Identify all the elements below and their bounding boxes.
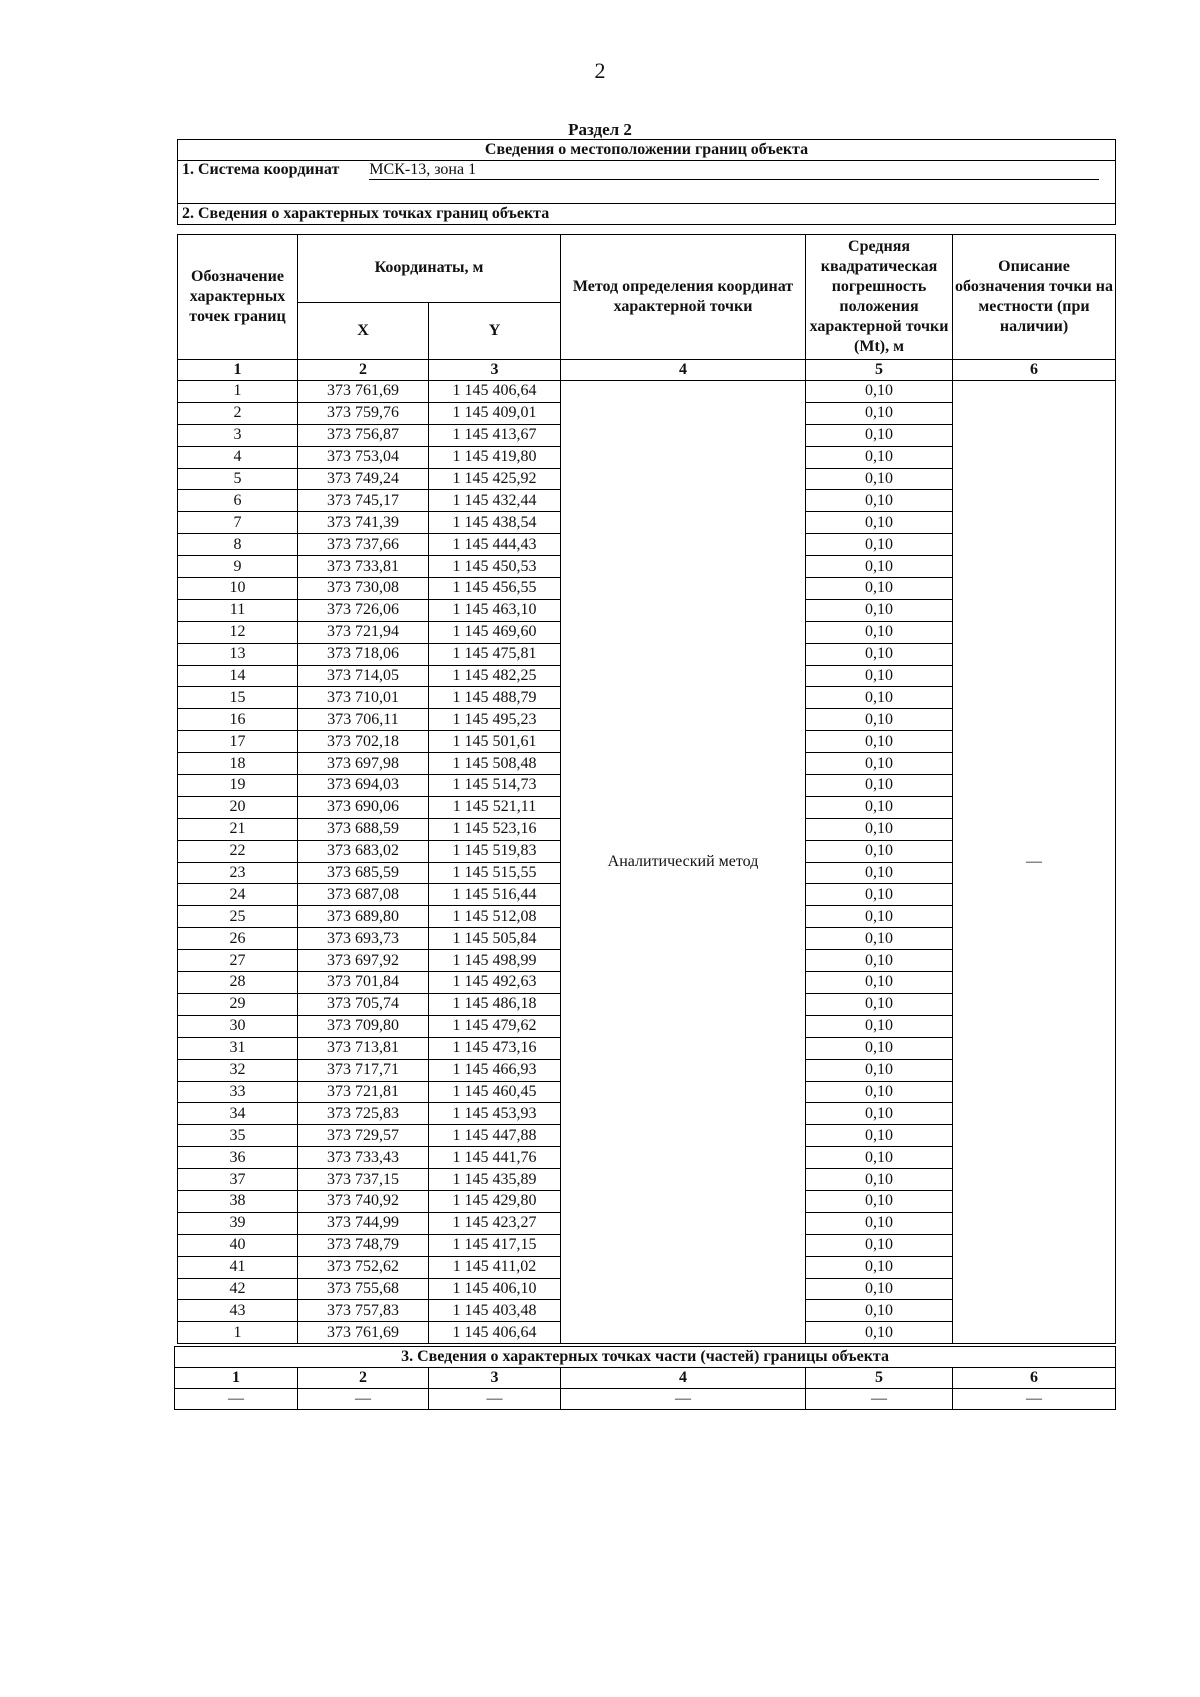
part-value: —: [298, 1389, 429, 1410]
point-error: 0,10: [806, 1256, 953, 1278]
point-y: 1 145 516,44: [429, 884, 561, 906]
point-y: 1 145 406,64: [429, 1322, 561, 1344]
point-y: 1 145 411,02: [429, 1256, 561, 1278]
point-x: 373 710,01: [298, 687, 429, 709]
point-error: 0,10: [806, 468, 953, 490]
point-y: 1 145 523,16: [429, 818, 561, 840]
point-y: 1 145 406,64: [429, 381, 561, 403]
point-number: 43: [178, 1300, 298, 1322]
point-x: 373 741,39: [298, 512, 429, 534]
point-error: 0,10: [806, 884, 953, 906]
part-col-number: 6: [953, 1368, 1116, 1389]
point-error: 0,10: [806, 1081, 953, 1103]
part-value: —: [806, 1389, 953, 1410]
point-x: 373 685,59: [298, 862, 429, 884]
point-error: 0,10: [806, 534, 953, 556]
point-error: 0,10: [806, 950, 953, 972]
part-value: —: [561, 1389, 806, 1410]
point-y: 1 145 488,79: [429, 687, 561, 709]
point-y: 1 145 469,60: [429, 621, 561, 643]
point-x: 373 717,71: [298, 1059, 429, 1081]
location-heading: Сведения о местоположении границ объекта: [178, 140, 1116, 161]
col-y-header: Y: [429, 302, 561, 359]
point-number: 22: [178, 840, 298, 862]
point-number: 9: [178, 556, 298, 578]
point-x: 373 757,83: [298, 1300, 429, 1322]
point-x: 373 725,83: [298, 1103, 429, 1125]
point-number: 5: [178, 468, 298, 490]
point-x: 373 744,99: [298, 1212, 429, 1234]
point-y: 1 145 441,76: [429, 1147, 561, 1169]
boundary-points-table: [177, 234, 1116, 1344]
point-x: 373 683,02: [298, 840, 429, 862]
point-number: 7: [178, 512, 298, 534]
point-number: 17: [178, 731, 298, 753]
point-x: 373 697,98: [298, 753, 429, 775]
point-error: 0,10: [806, 1212, 953, 1234]
point-number: 1: [178, 381, 298, 403]
point-x: 373 761,69: [298, 1322, 429, 1344]
point-number: 37: [178, 1169, 298, 1191]
point-y: 1 145 453,93: [429, 1103, 561, 1125]
point-x: 373 693,73: [298, 928, 429, 950]
point-error: 0,10: [806, 1300, 953, 1322]
col-number: 4: [561, 360, 806, 381]
point-error: 0,10: [806, 512, 953, 534]
point-x: 373 713,81: [298, 1037, 429, 1059]
point-number: 2: [178, 402, 298, 424]
point-x: 373 688,59: [298, 818, 429, 840]
point-error: 0,10: [806, 1278, 953, 1300]
point-y: 1 145 447,88: [429, 1125, 561, 1147]
point-number: 31: [178, 1037, 298, 1059]
point-y: 1 145 519,83: [429, 840, 561, 862]
point-error: 0,10: [806, 1169, 953, 1191]
point-error: 0,10: [806, 1015, 953, 1037]
description-cell: —: [953, 381, 1116, 1344]
point-x: 373 687,08: [298, 884, 429, 906]
part-col-number: 4: [561, 1368, 806, 1389]
point-y: 1 145 413,67: [429, 424, 561, 446]
point-y: 1 145 460,45: [429, 1081, 561, 1103]
point-x: 373 697,92: [298, 950, 429, 972]
point-x: 373 709,80: [298, 1015, 429, 1037]
point-y: 1 145 473,16: [429, 1037, 561, 1059]
point-error: 0,10: [806, 972, 953, 994]
point-y: 1 145 438,54: [429, 512, 561, 534]
point-error: 0,10: [806, 1125, 953, 1147]
point-y: 1 145 505,84: [429, 928, 561, 950]
point-y: 1 145 425,92: [429, 468, 561, 490]
col-number: 1: [178, 360, 298, 381]
point-y: 1 145 463,10: [429, 599, 561, 621]
point-error: 0,10: [806, 556, 953, 578]
point-number: 1: [178, 1322, 298, 1344]
point-x: 373 730,08: [298, 578, 429, 600]
point-y: 1 145 450,53: [429, 556, 561, 578]
point-y: 1 145 508,48: [429, 753, 561, 775]
col-error-header: Средняя квадратическая погрешность положения характерной точки (Mt), м: [806, 235, 953, 360]
point-y: 1 145 417,15: [429, 1234, 561, 1256]
point-x: 373 702,18: [298, 731, 429, 753]
point-error: 0,10: [806, 731, 953, 753]
point-x: 373 740,92: [298, 1190, 429, 1212]
point-number: 40: [178, 1234, 298, 1256]
point-x: 373 706,11: [298, 709, 429, 731]
point-x: 373 721,94: [298, 621, 429, 643]
point-x: 373 745,17: [298, 490, 429, 512]
point-x: 373 733,43: [298, 1147, 429, 1169]
point-number: 39: [178, 1212, 298, 1234]
point-x: 373 726,06: [298, 599, 429, 621]
point-y: 1 145 521,11: [429, 796, 561, 818]
point-y: 1 145 409,01: [429, 402, 561, 424]
point-number: 15: [178, 687, 298, 709]
point-error: 0,10: [806, 906, 953, 928]
point-number: 35: [178, 1125, 298, 1147]
point-x: 373 718,06: [298, 643, 429, 665]
point-error: 0,10: [806, 1037, 953, 1059]
point-number: 11: [178, 599, 298, 621]
part-col-number: 2: [298, 1368, 429, 1389]
point-y: 1 145 456,55: [429, 578, 561, 600]
part-points-table: [174, 1346, 1116, 1410]
point-number: 30: [178, 1015, 298, 1037]
point-number: 6: [178, 490, 298, 512]
point-number: 4: [178, 446, 298, 468]
method-cell: Аналитический метод: [561, 381, 806, 1344]
point-y: 1 145 495,23: [429, 709, 561, 731]
col-number: 2: [298, 360, 429, 381]
coord-system-value: МСК-13, зона 1: [369, 161, 1099, 180]
point-number: 3: [178, 424, 298, 446]
point-y: 1 145 475,81: [429, 643, 561, 665]
point-error: 0,10: [806, 424, 953, 446]
point-y: 1 145 515,55: [429, 862, 561, 884]
coord-system-label: 1. Система координат: [182, 161, 340, 178]
point-x: 373 737,15: [298, 1169, 429, 1191]
col-number: 6: [953, 360, 1116, 381]
point-number: 41: [178, 1256, 298, 1278]
part-value: —: [953, 1389, 1116, 1410]
point-y: 1 145 486,18: [429, 993, 561, 1015]
point-number: 24: [178, 884, 298, 906]
point-number: 34: [178, 1103, 298, 1125]
point-number: 27: [178, 950, 298, 972]
point-y: 1 145 482,25: [429, 665, 561, 687]
point-x: 373 755,68: [298, 1278, 429, 1300]
part-heading: 3. Сведения о характерных точках части (частей) границы объекта: [175, 1347, 1116, 1368]
object-location-table: [177, 139, 1116, 225]
point-error: 0,10: [806, 381, 953, 403]
point-number: 38: [178, 1190, 298, 1212]
point-error: 0,10: [806, 446, 953, 468]
point-error: 0,10: [806, 818, 953, 840]
table-row: [178, 381, 1116, 403]
point-x: 373 690,06: [298, 796, 429, 818]
part-value: —: [429, 1389, 561, 1410]
points-heading: 2. Сведения о характерных точках границ объекта: [178, 204, 1116, 225]
part-value: —: [175, 1389, 298, 1410]
point-y: 1 145 419,80: [429, 446, 561, 468]
point-error: 0,10: [806, 1059, 953, 1081]
point-number: 29: [178, 993, 298, 1015]
point-error: 0,10: [806, 753, 953, 775]
point-error: 0,10: [806, 840, 953, 862]
point-x: 373 752,62: [298, 1256, 429, 1278]
part-col-number: 1: [175, 1368, 298, 1389]
point-y: 1 145 501,61: [429, 731, 561, 753]
point-error: 0,10: [806, 862, 953, 884]
point-x: 373 705,74: [298, 993, 429, 1015]
col-method-header: Метод определения координат характерной точки: [561, 235, 806, 360]
point-y: 1 145 512,08: [429, 906, 561, 928]
point-error: 0,10: [806, 621, 953, 643]
point-number: 33: [178, 1081, 298, 1103]
point-number: 21: [178, 818, 298, 840]
point-x: 373 694,03: [298, 775, 429, 797]
point-x: 373 733,81: [298, 556, 429, 578]
point-y: 1 145 432,44: [429, 490, 561, 512]
point-number: 13: [178, 643, 298, 665]
point-error: 0,10: [806, 643, 953, 665]
point-y: 1 145 406,10: [429, 1278, 561, 1300]
point-x: 373 759,76: [298, 402, 429, 424]
point-number: 28: [178, 972, 298, 994]
point-error: 0,10: [806, 665, 953, 687]
point-error: 0,10: [806, 709, 953, 731]
point-y: 1 145 429,80: [429, 1190, 561, 1212]
point-error: 0,10: [806, 993, 953, 1015]
point-number: 8: [178, 534, 298, 556]
point-error: 0,10: [806, 1322, 953, 1344]
col-coordinates-header: Координаты, м: [298, 235, 561, 303]
point-y: 1 145 435,89: [429, 1169, 561, 1191]
point-number: 32: [178, 1059, 298, 1081]
col-x-header: X: [298, 302, 429, 359]
point-number: 16: [178, 709, 298, 731]
point-x: 373 689,80: [298, 906, 429, 928]
coord-system-cell: [178, 161, 1116, 204]
point-error: 0,10: [806, 928, 953, 950]
point-number: 10: [178, 578, 298, 600]
point-error: 0,10: [806, 796, 953, 818]
point-error: 0,10: [806, 775, 953, 797]
point-x: 373 721,81: [298, 1081, 429, 1103]
point-x: 373 701,84: [298, 972, 429, 994]
part-col-number: 3: [429, 1368, 561, 1389]
point-x: 373 749,24: [298, 468, 429, 490]
col-number: 3: [429, 360, 561, 381]
point-x: 373 737,66: [298, 534, 429, 556]
col-designation-header: Обозначение характерных точек границ: [178, 235, 298, 360]
point-x: 373 714,05: [298, 665, 429, 687]
point-error: 0,10: [806, 578, 953, 600]
point-y: 1 145 479,62: [429, 1015, 561, 1037]
point-error: 0,10: [806, 687, 953, 709]
col-description-header: Описание обозначения точки на местности (при наличии): [953, 235, 1116, 360]
point-y: 1 145 492,63: [429, 972, 561, 994]
point-number: 26: [178, 928, 298, 950]
point-error: 0,10: [806, 1103, 953, 1125]
point-number: 36: [178, 1147, 298, 1169]
point-error: 0,10: [806, 1147, 953, 1169]
point-y: 1 145 466,93: [429, 1059, 561, 1081]
point-number: 42: [178, 1278, 298, 1300]
point-error: 0,10: [806, 599, 953, 621]
point-y: 1 145 403,48: [429, 1300, 561, 1322]
col-number: 5: [806, 360, 953, 381]
point-error: 0,10: [806, 1234, 953, 1256]
point-error: 0,10: [806, 402, 953, 424]
point-number: 14: [178, 665, 298, 687]
point-x: 373 748,79: [298, 1234, 429, 1256]
part-col-number: 5: [806, 1368, 953, 1389]
point-error: 0,10: [806, 1190, 953, 1212]
point-y: 1 145 444,43: [429, 534, 561, 556]
point-number: 19: [178, 775, 298, 797]
point-number: 25: [178, 906, 298, 928]
point-number: 12: [178, 621, 298, 643]
point-x: 373 729,57: [298, 1125, 429, 1147]
point-x: 373 761,69: [298, 381, 429, 403]
point-number: 18: [178, 753, 298, 775]
page-number: 2: [594, 58, 606, 83]
point-x: 373 753,04: [298, 446, 429, 468]
point-error: 0,10: [806, 490, 953, 512]
point-number: 23: [178, 862, 298, 884]
point-x: 373 756,87: [298, 424, 429, 446]
point-y: 1 145 514,73: [429, 775, 561, 797]
section-title: Раздел 2: [568, 120, 632, 139]
point-y: 1 145 498,99: [429, 950, 561, 972]
point-number: 20: [178, 796, 298, 818]
point-y: 1 145 423,27: [429, 1212, 561, 1234]
